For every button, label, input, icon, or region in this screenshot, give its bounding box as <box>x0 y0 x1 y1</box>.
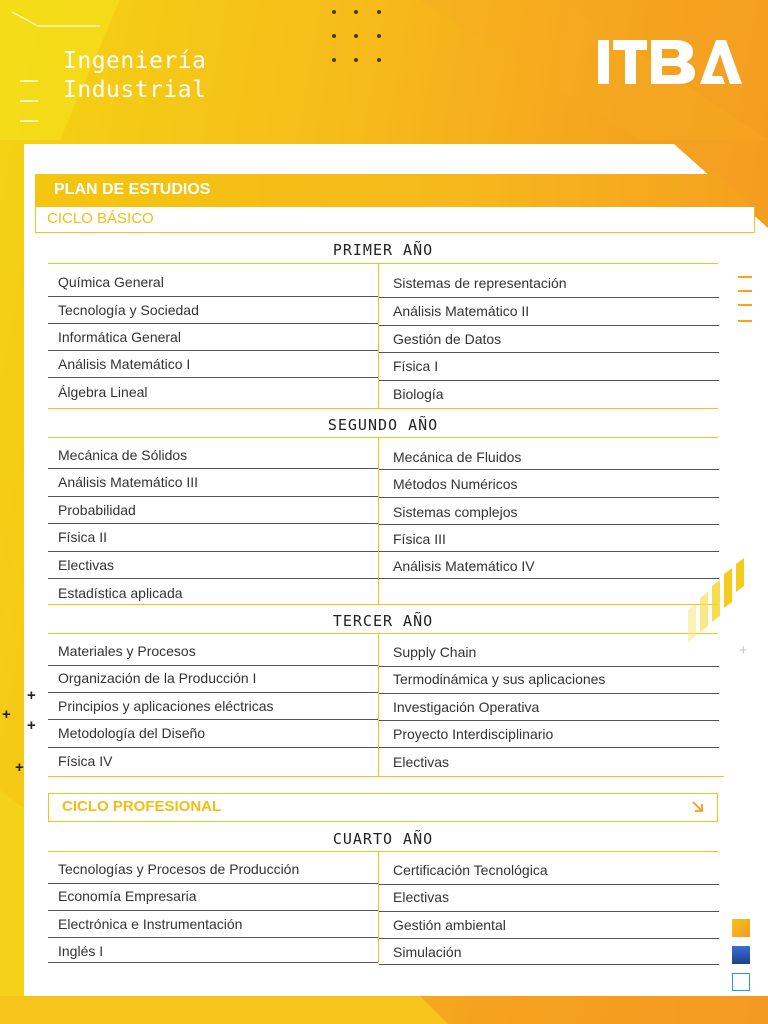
subject-cell: Probabilidad <box>58 502 136 518</box>
year-rule <box>48 263 718 264</box>
row-divider <box>48 523 378 524</box>
row-divider <box>48 665 378 666</box>
decorative-dash <box>20 100 38 102</box>
row-divider <box>379 297 719 298</box>
subject-cell: Sistemas de representación <box>393 275 567 291</box>
subject-cell: Proyecto Interdisciplinario <box>393 726 554 742</box>
row-divider <box>379 693 719 694</box>
subject-cell: Análisis Matemático IV <box>393 558 535 574</box>
row-divider <box>379 884 719 885</box>
arrow-down-right-icon <box>691 800 705 814</box>
subject-cell: Análisis Matemático II <box>393 303 530 319</box>
subject-cell: Informática General <box>58 329 181 345</box>
plus-icon: + <box>15 759 24 776</box>
plan-title: PLAN DE ESTUDIOS <box>54 181 211 198</box>
subject-cell: Sistemas complejos <box>393 504 518 520</box>
decorative-shapes <box>0 790 60 1024</box>
subject-cell: Electivas <box>393 889 450 905</box>
year-rule <box>48 437 718 438</box>
decorative-stripes <box>686 556 756 646</box>
subject-cell: Química General <box>58 274 164 290</box>
subject-cell: Certificación Tecnológica <box>393 862 548 878</box>
row-divider <box>48 296 378 297</box>
row-divider <box>379 325 719 326</box>
subject-cell: Tecnologías y Procesos de Producción <box>58 861 300 877</box>
row-divider <box>48 578 378 579</box>
column-divider <box>378 264 379 408</box>
row-divider <box>379 469 719 470</box>
subject-cell: Metodología del Diseño <box>58 725 206 741</box>
row-divider <box>48 377 378 378</box>
subject-cell: Termodinámica y sus aplicaciones <box>393 671 606 687</box>
decorative-shapes <box>0 996 768 1024</box>
subject-cell: Principios y aplicaciones eléctricas <box>58 698 274 714</box>
plus-icon: + <box>27 717 36 734</box>
row-divider <box>379 938 719 939</box>
plus-icon: + <box>739 642 748 659</box>
column-divider <box>378 852 379 962</box>
year-rule <box>48 408 718 409</box>
plus-icon: + <box>27 687 36 704</box>
subject-cell: Electivas <box>393 754 450 770</box>
subject-cell: Física IV <box>58 753 113 769</box>
subject-cell: Simulación <box>393 944 462 960</box>
row-divider <box>379 720 719 721</box>
row-divider <box>48 719 378 720</box>
column-divider <box>378 438 379 604</box>
decorative-dash <box>20 80 38 82</box>
row-divider <box>379 524 719 525</box>
row-divider <box>48 883 378 884</box>
row-divider <box>48 551 378 552</box>
subject-cell: Biología <box>393 386 444 402</box>
row-divider <box>379 747 719 748</box>
year-rule <box>48 633 718 634</box>
row-divider <box>379 964 719 965</box>
year-title-segundo: SEGUNDO AÑO <box>327 416 439 434</box>
subject-cell: Física III <box>393 531 446 547</box>
subject-cell: Gestión de Datos <box>393 331 502 347</box>
subject-cell: Organización de la Producción I <box>58 670 257 686</box>
subject-cell: Física II <box>58 529 108 545</box>
subject-cell: Métodos Numéricos <box>393 476 518 492</box>
subject-cell: Tecnología y Sociedad <box>58 302 199 318</box>
row-divider <box>379 666 719 667</box>
plus-icon: + <box>2 706 11 723</box>
row-divider <box>48 692 378 693</box>
column-divider <box>378 634 379 776</box>
row-divider <box>48 962 378 963</box>
row-divider <box>48 468 378 469</box>
subject-cell: Electivas <box>58 557 115 573</box>
subject-cell: Mecánica de Fluidos <box>393 449 522 465</box>
row-divider <box>379 551 719 552</box>
subject-cell: Física I <box>393 358 439 374</box>
row-divider <box>48 747 378 748</box>
subject-cell: Supply Chain <box>393 644 477 660</box>
page-title <box>63 47 206 105</box>
row-divider <box>379 911 719 912</box>
color-square <box>732 973 750 991</box>
year-title-tercer: TERCER AÑO <box>332 612 434 630</box>
color-square <box>732 919 750 937</box>
subject-cell: Gestión ambiental <box>393 917 506 933</box>
subject-cell: Economía Empresaria <box>58 888 197 904</box>
row-divider <box>379 352 719 353</box>
ciclo-basico-label: CICLO BÁSICO <box>47 210 154 227</box>
color-square <box>732 946 750 964</box>
subject-cell: Inglés I <box>58 943 104 959</box>
subject-cell: Análisis Matemático I <box>58 356 191 372</box>
subject-cell: Electrónica e Instrumentación <box>58 916 243 932</box>
row-divider <box>48 910 378 911</box>
decorative-dots <box>326 4 390 68</box>
subject-cell: Materiales y Procesos <box>58 643 196 659</box>
row-divider <box>379 497 719 498</box>
year-title-cuarto: CUARTO AÑO <box>332 830 434 848</box>
row-divider <box>48 350 378 351</box>
row-divider <box>379 578 719 579</box>
row-divider <box>48 323 378 324</box>
title-line-2: Industrial <box>63 77 207 103</box>
itba-logo <box>596 36 744 88</box>
title-line-1: Ingeniería <box>63 48 207 74</box>
ciclo-profesional-label: CICLO PROFESIONAL <box>62 798 222 815</box>
year-rule <box>48 851 718 852</box>
subject-cell: Estadística aplicada <box>58 585 183 601</box>
year-title-primer: PRIMER AÑO <box>332 241 434 259</box>
row-divider <box>48 496 378 497</box>
decorative-dash <box>20 120 38 122</box>
subject-cell: Análisis Matemático III <box>58 474 199 490</box>
subject-cell: Mecánica de Sólidos <box>58 447 188 463</box>
row-divider <box>48 937 378 938</box>
subject-cell: Investigación Operativa <box>393 699 540 715</box>
subject-cell: Álgebra Lineal <box>58 384 148 400</box>
row-divider <box>379 380 719 381</box>
year-rule <box>48 604 718 605</box>
year-rule <box>48 776 724 777</box>
